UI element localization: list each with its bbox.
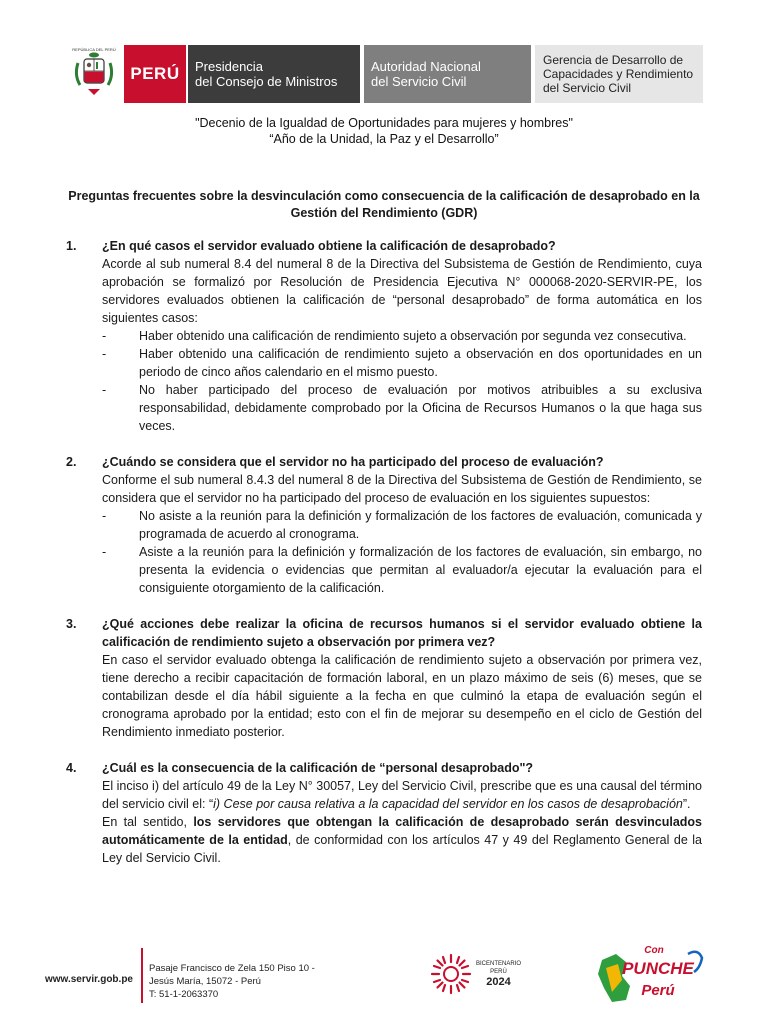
gdcr-line1: Gerencia de Desarrollo de <box>543 53 684 67</box>
faq-number: 3. <box>66 617 77 631</box>
faq-item-1 <box>66 237 702 435</box>
gdcr-line3: del Servicio Civil <box>543 81 632 95</box>
list-item <box>102 381 702 435</box>
peru-coat-of-arms-icon <box>70 45 118 101</box>
pcm-line1: Presidencia <box>195 59 263 74</box>
punche-word: PUNCHE <box>622 959 694 978</box>
bicentenario-logo <box>430 953 521 995</box>
faq-answer: En caso el servidor evaluado obtenga la calificación de rendimiento sujeto a observación por primera vez, tiene derecho a recibir capacitación de formación laboral, en un plazo máximo de seis (6) meses, que se contabilizan desde el día hábil siguiente a la fecha en que culminó la etapa de evaluación según el cronograma aprobado por la entidad; esto con el fin de mejorar su desempeño en el ciclo de Gestión del Rendimiento inmediato posterior. <box>102 653 702 739</box>
list-item <box>102 543 702 597</box>
bullet-dash: - <box>102 509 107 523</box>
bicentenario-country: PERÚ <box>490 969 507 975</box>
website-link[interactable]: www.servir.gob.pe <box>45 974 133 985</box>
bullet-dash: - <box>102 383 107 397</box>
faq-number: 4. <box>66 761 77 775</box>
phone: T: 51-1-2063370 <box>149 989 219 1000</box>
faq-item-2 <box>66 453 702 597</box>
bullet-dash: - <box>102 329 107 343</box>
footer-divider <box>141 948 143 1003</box>
faq-list <box>66 237 702 885</box>
peru-brand <box>124 45 186 103</box>
ansc-line1: Autoridad Nacional <box>371 59 481 74</box>
answer-emphasis: los servidores que obtengan la calificación de desaprobado serán desvinculados automáticamente de la entidad <box>102 815 702 847</box>
shield-caption: REPÚBLICA DEL PERÚ <box>72 47 116 52</box>
bullet-text: No asiste a la reunión para la definición y formalización de los factores de evaluación, comunicada y programada de acuerdo al cronograma. <box>139 509 702 541</box>
list-item <box>102 507 702 543</box>
answer-text: En tal sentido, <box>102 815 194 829</box>
faq-answer-intro: Acorde al sub numeral 8.4 del numeral 8 de la Directiva del Subsistema de Gestión de Rendimiento, cuya aprobación se formalizó por Resolución de Presidencia Ejecutiva N° 000068-2020-SERVIR-PE, los servidores evaluados obtienen la calificación de “personal desaprobado” de forma automática en los siguientes casos: <box>102 257 702 325</box>
servir-brand <box>364 45 531 103</box>
bullet-text: Asiste a la reunión para la definición y formalización de los factores de evaluación, sin embargo, no presenta la evidencia o evidencias que permitan al evaluador/a ejecutar la evaluación para el consiguiente otorgamiento de la calificación. <box>139 545 702 595</box>
faq-item-3 <box>66 615 702 741</box>
pcm-line2: del Consejo de Ministros <box>195 74 338 89</box>
faq-bullets <box>102 327 702 435</box>
bullet-text: No haber participado del proceso de evaluación por motivos atribuibles a su exclusiva responsabilidad, debidamente comprobado por la Oficina de Recursos Humanos o la que haga sus veces. <box>139 383 702 433</box>
list-item <box>102 345 702 381</box>
faq-question: ¿Cuál es la consecuencia de la calificación de “personal desaprobado"? <box>102 761 534 775</box>
faq-answer-p2 <box>102 813 702 867</box>
address-line2: Jesús María, 15072 - Perú <box>149 976 261 987</box>
answer-text: El inciso i) del artículo 49 de la Ley N° 30057, Ley del Servicio Civil, prescribe que es una causal del término del servicio civil el: “ <box>102 779 702 811</box>
answer-quote: i) Cese por causa relativa a la capacidad del servidor en los casos de desaprobación <box>213 797 683 811</box>
peru-label: PERÚ <box>130 64 180 83</box>
punche-peru: Perú <box>641 982 675 999</box>
slogan-year: “Año de la Unidad, la Paz y el Desarrollo” <box>269 132 499 146</box>
punche-con: Con <box>644 945 664 956</box>
bullet-text: Haber obtenido una calificación de rendimiento sujeto a observación por segunda vez consecutiva. <box>139 329 687 343</box>
bicentenario-year: 2024 <box>486 976 511 988</box>
faq-number: 2. <box>66 455 77 469</box>
address-line1: Pasaje Francisco de Zela 150 Piso 10 - <box>149 963 315 974</box>
faq-item-4 <box>66 759 702 867</box>
faq-question: ¿Qué acciones debe realizar la oficina de recursos humanos si el servidor evaluado obtiene la calificación de rendimiento sujeto a observación por primera vez? <box>102 617 702 649</box>
answer-text: ”. <box>682 797 691 811</box>
gdcr-line2: Capacidades y Rendimiento <box>543 67 694 81</box>
bicentenario-label: BICENTENARIO <box>476 961 522 967</box>
gdcr-brand <box>535 45 703 103</box>
faq-number: 1. <box>66 239 77 253</box>
document-title: Preguntas frecuentes sobre la desvinculación como consecuencia de la calificación de desaprobado en la Gestión del Rendimiento (GDR) <box>68 189 700 220</box>
bicentenario-sun-icon <box>430 953 472 995</box>
bullet-dash: - <box>102 545 107 559</box>
con-punche-peru-logo <box>596 940 706 1008</box>
answer-text: , de conformidad con los artículos 47 y 49 del Reglamento General de la Ley del Servicio Civil. <box>102 833 702 865</box>
slogans <box>0 115 768 147</box>
faq-question: ¿Cuándo se considera que el servidor no ha participado del proceso de evaluación? <box>102 455 604 469</box>
slogan-decade: "Decenio de la Igualdad de Oportunidades para mujeres y hombres" <box>195 116 573 130</box>
faq-answer-p1 <box>102 777 702 813</box>
faq-question: ¿En qué casos el servidor evaluado obtiene la calificación de desaprobado? <box>102 239 556 253</box>
bullet-text: Haber obtenido una calificación de rendimiento sujeto a observación en dos oportunidades en un periodo de cinco años calendario en el mismo puesto. <box>139 347 702 379</box>
list-item <box>102 327 702 345</box>
faq-bullets <box>102 507 702 597</box>
footer-address <box>149 962 315 1001</box>
faq-answer-intro: Conforme el sub numeral 8.4.3 del numeral 8 de la Directiva del Subsistema de Gestión de Rendimiento, se considera que el servidor no ha participado del proceso de evaluación en los siguientes supuestos: <box>102 473 702 505</box>
bullet-dash: - <box>102 347 107 361</box>
header-logos <box>70 45 703 103</box>
pcm-brand <box>188 45 360 103</box>
ansc-line2: del Servicio Civil <box>371 74 467 89</box>
bicentenario-text <box>476 960 521 988</box>
